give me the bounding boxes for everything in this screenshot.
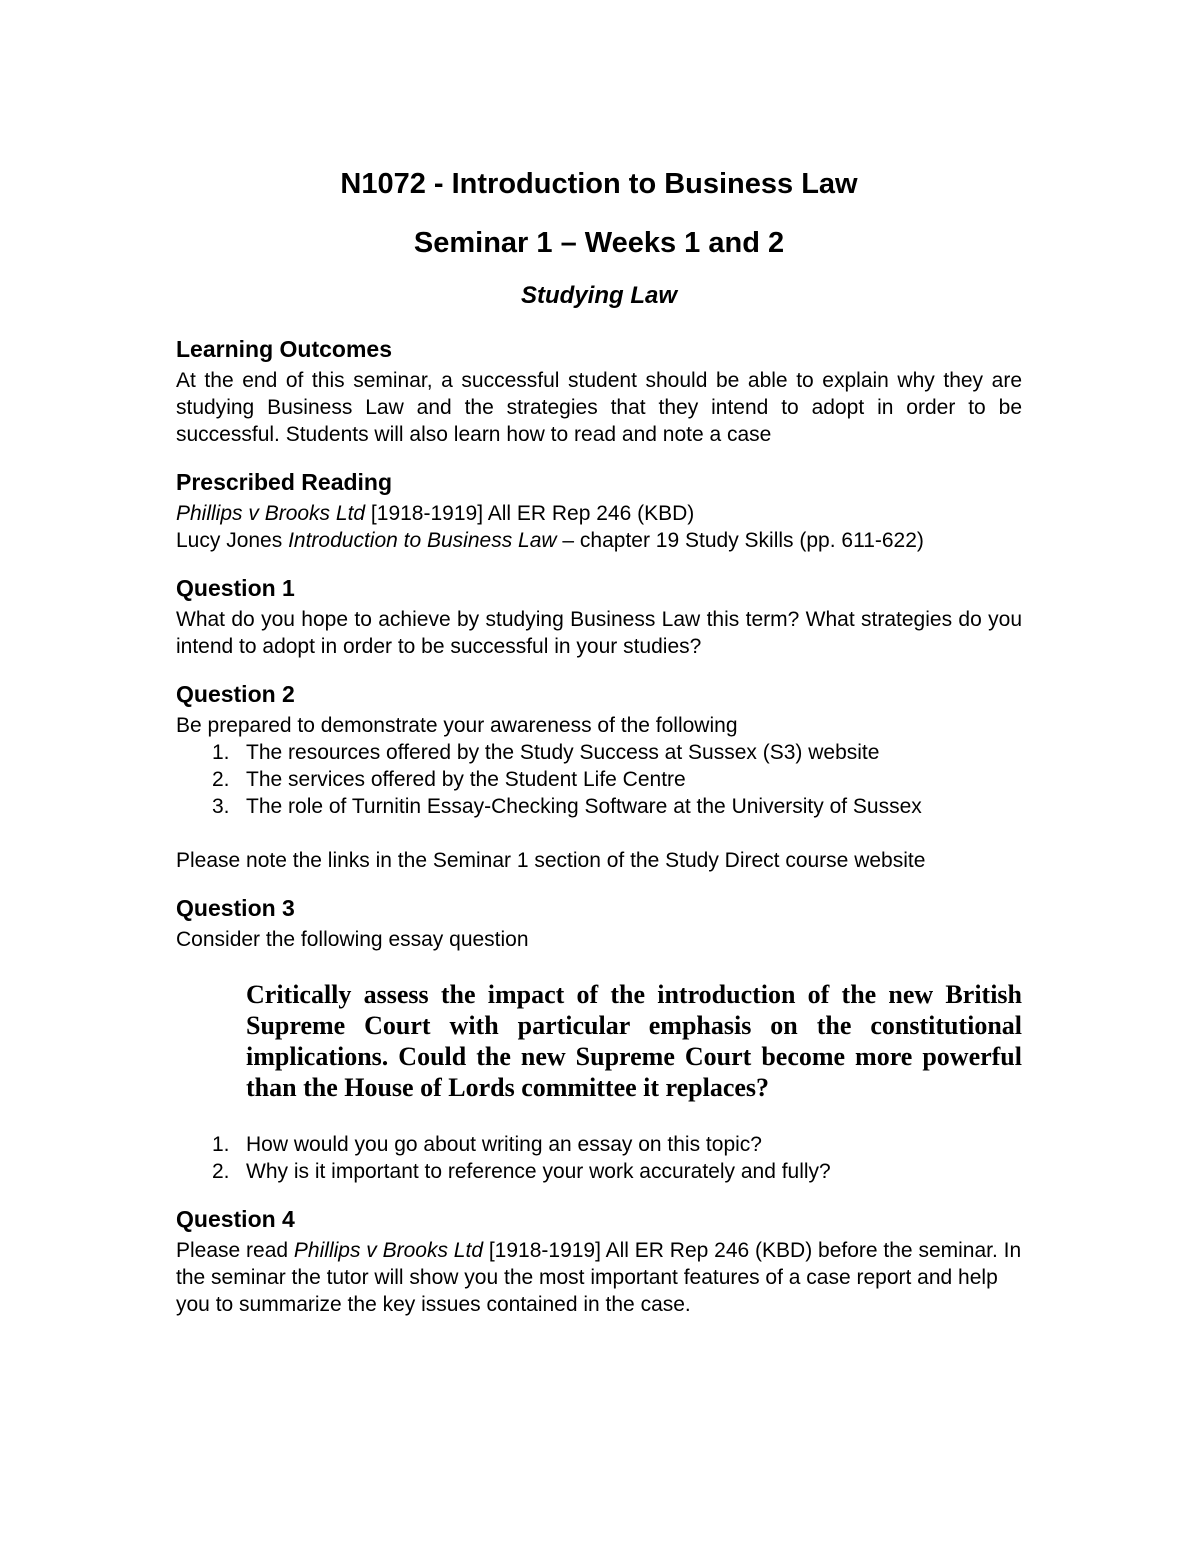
question-3-list [176, 1131, 1022, 1185]
question-1-section [176, 570, 1022, 660]
prescribed-reading-heading: Prescribed Reading [176, 469, 393, 495]
question-4-text [176, 1237, 1022, 1318]
question-3-heading: Question 3 [176, 895, 295, 921]
list-item [176, 1131, 1022, 1158]
book-chapter: – chapter 19 Study Skills (pp. 611-622) [556, 529, 924, 552]
list-item [176, 766, 1022, 793]
question-4-section [176, 1201, 1022, 1318]
reading-item-book [176, 527, 1022, 554]
list-text: The resources offered by the Study Success at Sussex (S3) website [246, 741, 880, 764]
seminar-subtitle: Seminar 1 – Weeks 1 and 2 [413, 227, 785, 259]
list-number: 1. [212, 741, 230, 764]
question-3-section [176, 890, 1022, 1185]
list-text: How would you go about writing an essay on this topic? [246, 1133, 762, 1156]
question-2-list [176, 739, 1022, 820]
book-title: Introduction to Business Law [288, 529, 557, 552]
learning-outcomes-text: At the end of this seminar, a successful student should be able to explain why they are studying Business Law and the strategies that they intend to adopt in order to be successful. Students will also learn how to read and note a case [176, 369, 1022, 446]
question-3-intro: Consider the following essay question [176, 928, 529, 951]
essay-question: Critically assess the impact of the introduction of the new British Supreme Court with particular emphasis on the constitutional implications. Could the new Supreme Court become more powerful than the House of Lords committee it replaces? [246, 980, 1022, 1102]
learning-outcomes-heading: Learning Outcomes [176, 336, 392, 362]
question-1-heading: Question 1 [176, 575, 295, 601]
prescribed-reading-section [176, 464, 1022, 554]
list-text: Why is it important to reference your work accurately and fully? [246, 1160, 831, 1183]
case-citation: [1918-1919] All ER Rep 246 (KBD) [365, 502, 695, 525]
learning-outcomes-section [176, 331, 1022, 448]
reading-item-case [176, 500, 1022, 527]
question-2-intro: Be prepared to demonstrate your awareness of the following [176, 714, 738, 737]
document-title: N1072 - Introduction to Business Law [340, 168, 858, 200]
question-2-note: Please note the links in the Seminar 1 section of the Study Direct course website [176, 849, 926, 872]
list-number: 3. [212, 795, 230, 818]
question-1-text: What do you hope to achieve by studying Business Law this term? What strategies do you intend to adopt in order to be successful in your studies? [176, 608, 1022, 658]
list-item [176, 1158, 1022, 1185]
list-number: 1. [212, 1133, 230, 1156]
question-4-text-after: [1918-1919] All ER Rep 246 (KBD) before the seminar. In the seminar the tutor will show you the most important features of a case report and help you to summarize the key issues contained in the case. [176, 1239, 1022, 1316]
case-name: Phillips v Brooks Ltd [176, 502, 366, 525]
list-number: 2. [212, 1160, 230, 1183]
document-page [176, 160, 1022, 1318]
book-author: Lucy Jones [176, 529, 289, 552]
list-text: The role of Turnitin Essay-Checking Software at the University of Sussex [246, 795, 922, 818]
question-2-section [176, 676, 1022, 874]
list-number: 2. [212, 768, 230, 791]
seminar-topic: Studying Law [521, 282, 677, 309]
question-4-text-before: Please read [176, 1239, 294, 1262]
question-4-heading: Question 4 [176, 1206, 295, 1232]
list-item [176, 793, 1022, 820]
question-2-heading: Question 2 [176, 681, 295, 707]
case-name: Phillips v Brooks Ltd [293, 1239, 484, 1262]
list-item [176, 739, 1022, 766]
list-text: The services offered by the Student Life Centre [246, 768, 686, 791]
